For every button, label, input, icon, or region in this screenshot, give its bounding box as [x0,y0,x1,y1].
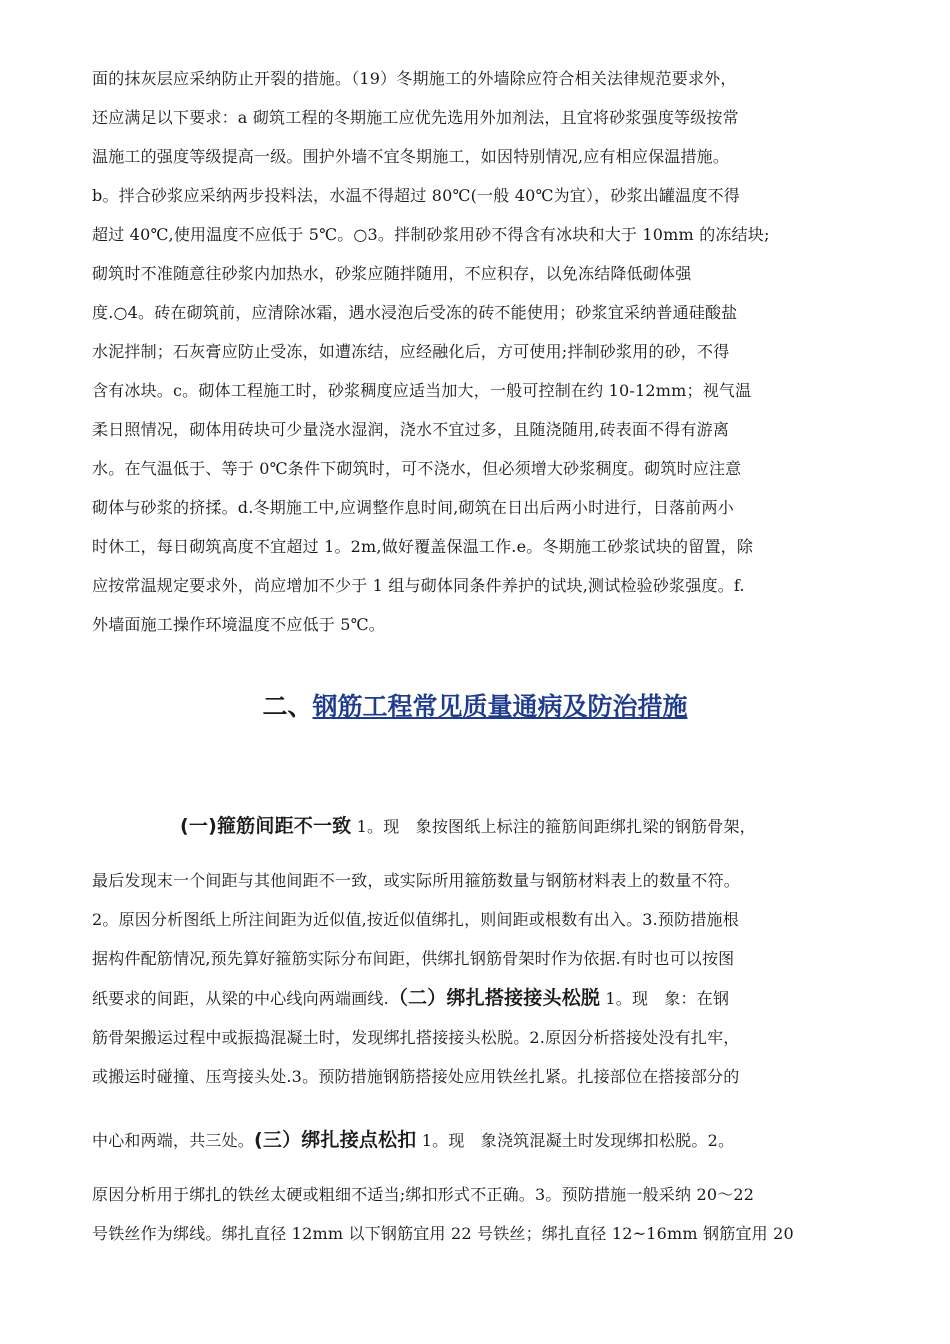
paragraph-line: 筋骨架搬运过程中或振捣混凝土时，发现绑扎搭接接头松脱。2.原因分析搭接处没有扎牢， [92,1028,740,1047]
paragraph-line: 砌体与砂浆的挤揉。d.冬期施工中,应调整作息时间,砌筑在日出后两小时进行，日落前两小 [92,498,734,517]
paragraph-line: 2。原因分析图纸上所注间距为近似值,按近似值绑扎，则间距或根数有出入。3.预防措施根 [92,910,739,929]
subsection-2-line [92,987,862,1010]
subsection-2-after: 1。现 象：在钢 [600,989,730,1008]
subsection-3-title: (三）绑扎接点松扣 [254,1129,417,1151]
paragraph-line: 砌筑时不准随意往砂浆内加热水，砂浆应随拌随用，不应积存，以免冻结降低砌体强 [92,264,692,283]
paragraph-line: 应按常温规定要求外，尚应增加不少于 1 组与砌体同条件养护的试块,测试检验砂浆强度。f. [92,576,745,595]
paragraph-line: 柔日照情况，砌体用砖块可少量浇水湿润，浇水不宜过多，且随浇随用,砖表面不得有游离 [92,420,730,439]
section-heading-link[interactable]: 钢筋工程常见质量通病及防治措施 [312,692,688,721]
section-heading [0,690,950,724]
paragraph-line: 水泥拌制；石灰膏应防止受冻，如遭冻结，应经融化后，方可使用;拌制砂浆用的砂，不得 [92,342,730,361]
subsection-2-title: （二）绑扎搭接接头松脱 [388,987,601,1009]
subsection-1-title: (一)箍筋间距不一致 [180,815,352,837]
paragraph-line: 最后发现末一个间距与其他间距不一致，或实际所用箍筋数量与钢筋材料表上的数量不符。 [92,871,741,890]
paragraph-line: 或搬运时碰撞、压弯接头处.3。预防措施钢筋搭接处应用铁丝扎紧。扎接部位在搭接部分的 [92,1067,740,1086]
paragraph-line: 原因分析用于绑扎的铁丝太硬或粗细不适当;绑扣形式不正确。3。预防措施一般采纳 20～22 [92,1185,755,1204]
subsection-2-before: 纸要求的间距，从梁的中心线向两端画线. [92,989,389,1008]
subsection-3-before: 中心和两端，共三处。 [92,1131,255,1150]
subsection-3-line [92,1129,862,1152]
paragraph-line: 据构件配筋情况,预先算好箍筋实际分布间距，供绑扎钢筋骨架时作为依据.有时也可以按图 [92,949,735,968]
paragraph-line: 温施工的强度等级提高一级。围护外墙不宜冬期施工，如因特别情况,应有相应保温措施。 [92,147,730,166]
paragraph-line: 面的抹灰层应采纳防止开裂的措施。（19）冬期施工的外墙除应符合相关法律规范要求外， [92,69,737,88]
subsection-1-text: 1。现 象按图纸上标注的箍筋间距绑扎梁的钢筋骨架， [351,817,756,836]
paragraph-line: b。拌合砂浆应采纳两步投料法，水温不得超过 80℃(一般 40℃为宜），砂浆出罐温度不得 [92,186,740,205]
subsection-3-after: 1。现 象浇筑混凝土时发现绑扣松脱。2。 [416,1131,735,1150]
paragraph-line: 水。在气温低于、等于 0℃条件下砌筑时，可不浇水，但必须增大砂浆稠度。砌筑时应注意 [92,459,742,478]
section-heading-prefix: 二、 [262,692,313,721]
paragraph-line: 时休工，每日砌筑高度不宜超过 1。2m,做好覆盖保温工作.e。冬期施工砂浆试块的留置，除 [92,537,754,556]
paragraph-line: 超过 40℃,使用温度不应低于 5℃。○3。拌制砂浆用砂不得含有冰块和大于 10mm 的冻结块; [92,225,770,244]
paragraph-line: 外墙面施工操作环境温度不应低于 5℃。 [92,615,385,634]
paragraph-line: 度.○4。砖在砌筑前，应清除冰霜，遇水浸泡后受冻的砖不能使用；砂浆宜采纳普通硅酸盐 [92,303,738,322]
paragraph-line: 还应满足以下要求：a 砌筑工程的冬期施工应优先选用外加剂法，且宜将砂浆强度等级按常 [92,108,739,127]
subsection-1-line [180,815,870,838]
paragraph-line: 号铁丝作为绑线。绑扎直径 12mm 以下钢筋宜用 22 号铁丝；绑扎直径 12~16mm 钢筋宜用 20 [92,1224,794,1243]
paragraph-line: 含有冰块。c。砌体工程施工时，砂浆稠度应适当加大，一般可控制在约 10-12mm；视气温 [92,381,752,400]
